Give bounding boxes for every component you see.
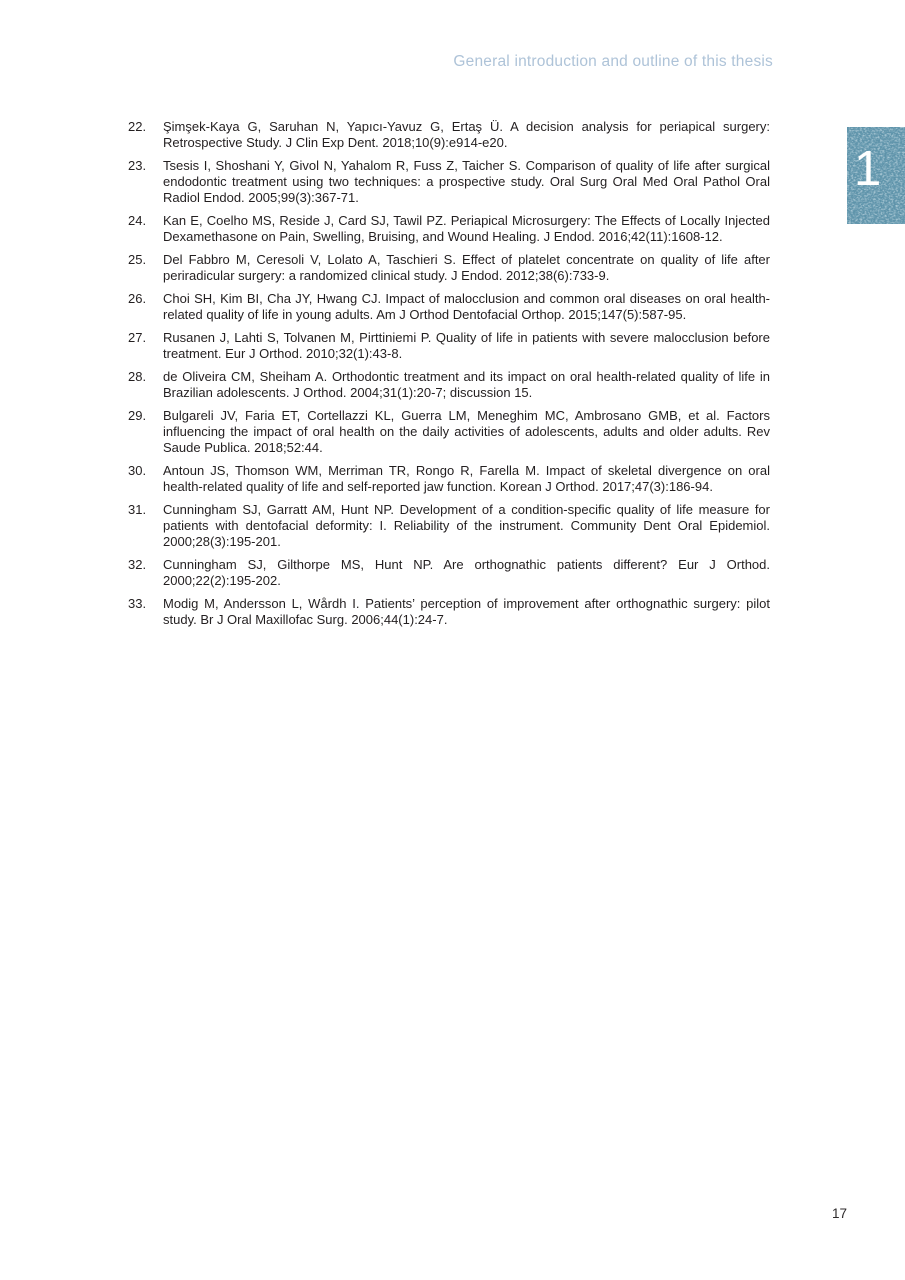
running-header: General introduction and outline of this thesis xyxy=(453,53,773,70)
reference-number: 28. xyxy=(128,369,147,384)
chapter-number: 1 xyxy=(854,142,882,196)
reference-item xyxy=(128,502,770,550)
reference-number: 26. xyxy=(128,291,147,306)
reference-text: Del Fabbro M, Ceresoli V, Lolato A, Taschieri S. Effect of platelet concentrate on quality of life after periradicular surgery: a randomized clinical study. J Endod. 2012;38(6):733-9. xyxy=(163,252,770,283)
reference-item xyxy=(128,291,770,323)
reference-list xyxy=(128,119,770,635)
reference-item xyxy=(128,158,770,206)
reference-item xyxy=(128,330,770,362)
page-number: 17 xyxy=(831,1206,847,1221)
reference-item xyxy=(128,369,770,401)
reference-text: de Oliveira CM, Sheiham A. Orthodontic treatment and its impact on oral health-related quality of life in Brazilian adolescents. J Orthod. 2004;31(1):20-7; discussion 15. xyxy=(163,369,770,400)
reference-item xyxy=(128,557,770,589)
reference-number: 32. xyxy=(128,557,147,572)
reference-text: Cunningham SJ, Gilthorpe MS, Hunt NP. Are orthognathic patients different? Eur J Orthod. 2000;22(2):195-202. xyxy=(163,557,770,588)
reference-text: Kan E, Coelho MS, Reside J, Card SJ, Tawil PZ. Periapical Microsurgery: The Effects of Locally Injected Dexamethasone on Pain, Swelling, Bruising, and Wound Healing. J Endod. 2016;42(11):1608-12. xyxy=(163,213,770,244)
reference-number: 33. xyxy=(128,596,147,611)
reference-text: Şimşek-Kaya G, Saruhan N, Yapıcı-Yavuz G, Ertaş Ü. A decision analysis for periapical surgery: Retrospective Study. J Clin Exp Dent. 2018;10(9):e914-e20. xyxy=(163,119,770,150)
reference-text: Tsesis I, Shoshani Y, Givol N, Yahalom R, Fuss Z, Taicher S. Comparison of quality of life after surgical endodontic treatment using two techniques: a prospective study. Oral Surg Oral Med Oral Pathol Oral Radiol Endod. 2005;99(3):367-71. xyxy=(163,158,770,205)
reference-item xyxy=(128,252,770,284)
reference-number: 30. xyxy=(128,463,147,478)
reference-text: Rusanen J, Lahti S, Tolvanen M, Pirttiniemi P. Quality of life in patients with severe malocclusion before treatment. Eur J Orthod. 2010;32(1):43-8. xyxy=(163,330,770,361)
reference-text: Modig M, Andersson L, Wårdh I. Patients’ perception of improvement after orthognathic surgery: pilot study. Br J Oral Maxillofac Surg. 2006;44(1):24-7. xyxy=(163,596,770,627)
chapter-tab xyxy=(847,127,905,224)
reference-text: Antoun JS, Thomson WM, Merriman TR, Rongo R, Farella M. Impact of skeletal divergence on oral health-related quality of life and self-reported jaw function. Korean J Orthod. 2017;47(3):186-94. xyxy=(163,463,770,494)
reference-number: 23. xyxy=(128,158,147,173)
reference-number: 29. xyxy=(128,408,147,423)
reference-item xyxy=(128,119,770,151)
reference-text: Cunningham SJ, Garratt AM, Hunt NP. Development of a condition-specific quality of life measure for patients with dentofacial deformity: I. Reliability of the instrument. Community Dent Oral Epidemiol. 2000;28(3):195-201. xyxy=(163,502,770,549)
reference-item xyxy=(128,463,770,495)
reference-item xyxy=(128,596,770,628)
reference-number: 24. xyxy=(128,213,147,228)
reference-number: 25. xyxy=(128,252,147,267)
reference-text: Bulgareli JV, Faria ET, Cortellazzi KL, Guerra LM, Meneghim MC, Ambrosano GMB, et al. Factors influencing the impact of oral health on the daily activities of adolescents, adults and older adults. Rev Saude Publica. 2018;52:44. xyxy=(163,408,770,455)
reference-number: 31. xyxy=(128,502,147,517)
reference-number: 27. xyxy=(128,330,147,345)
reference-text: Choi SH, Kim BI, Cha JY, Hwang CJ. Impact of malocclusion and common oral diseases on oral health-related quality of life in young adults. Am J Orthod Dentofacial Orthop. 2015;147(5):587-95. xyxy=(163,291,770,322)
reference-item xyxy=(128,408,770,456)
reference-number: 22. xyxy=(128,119,147,134)
reference-item xyxy=(128,213,770,245)
